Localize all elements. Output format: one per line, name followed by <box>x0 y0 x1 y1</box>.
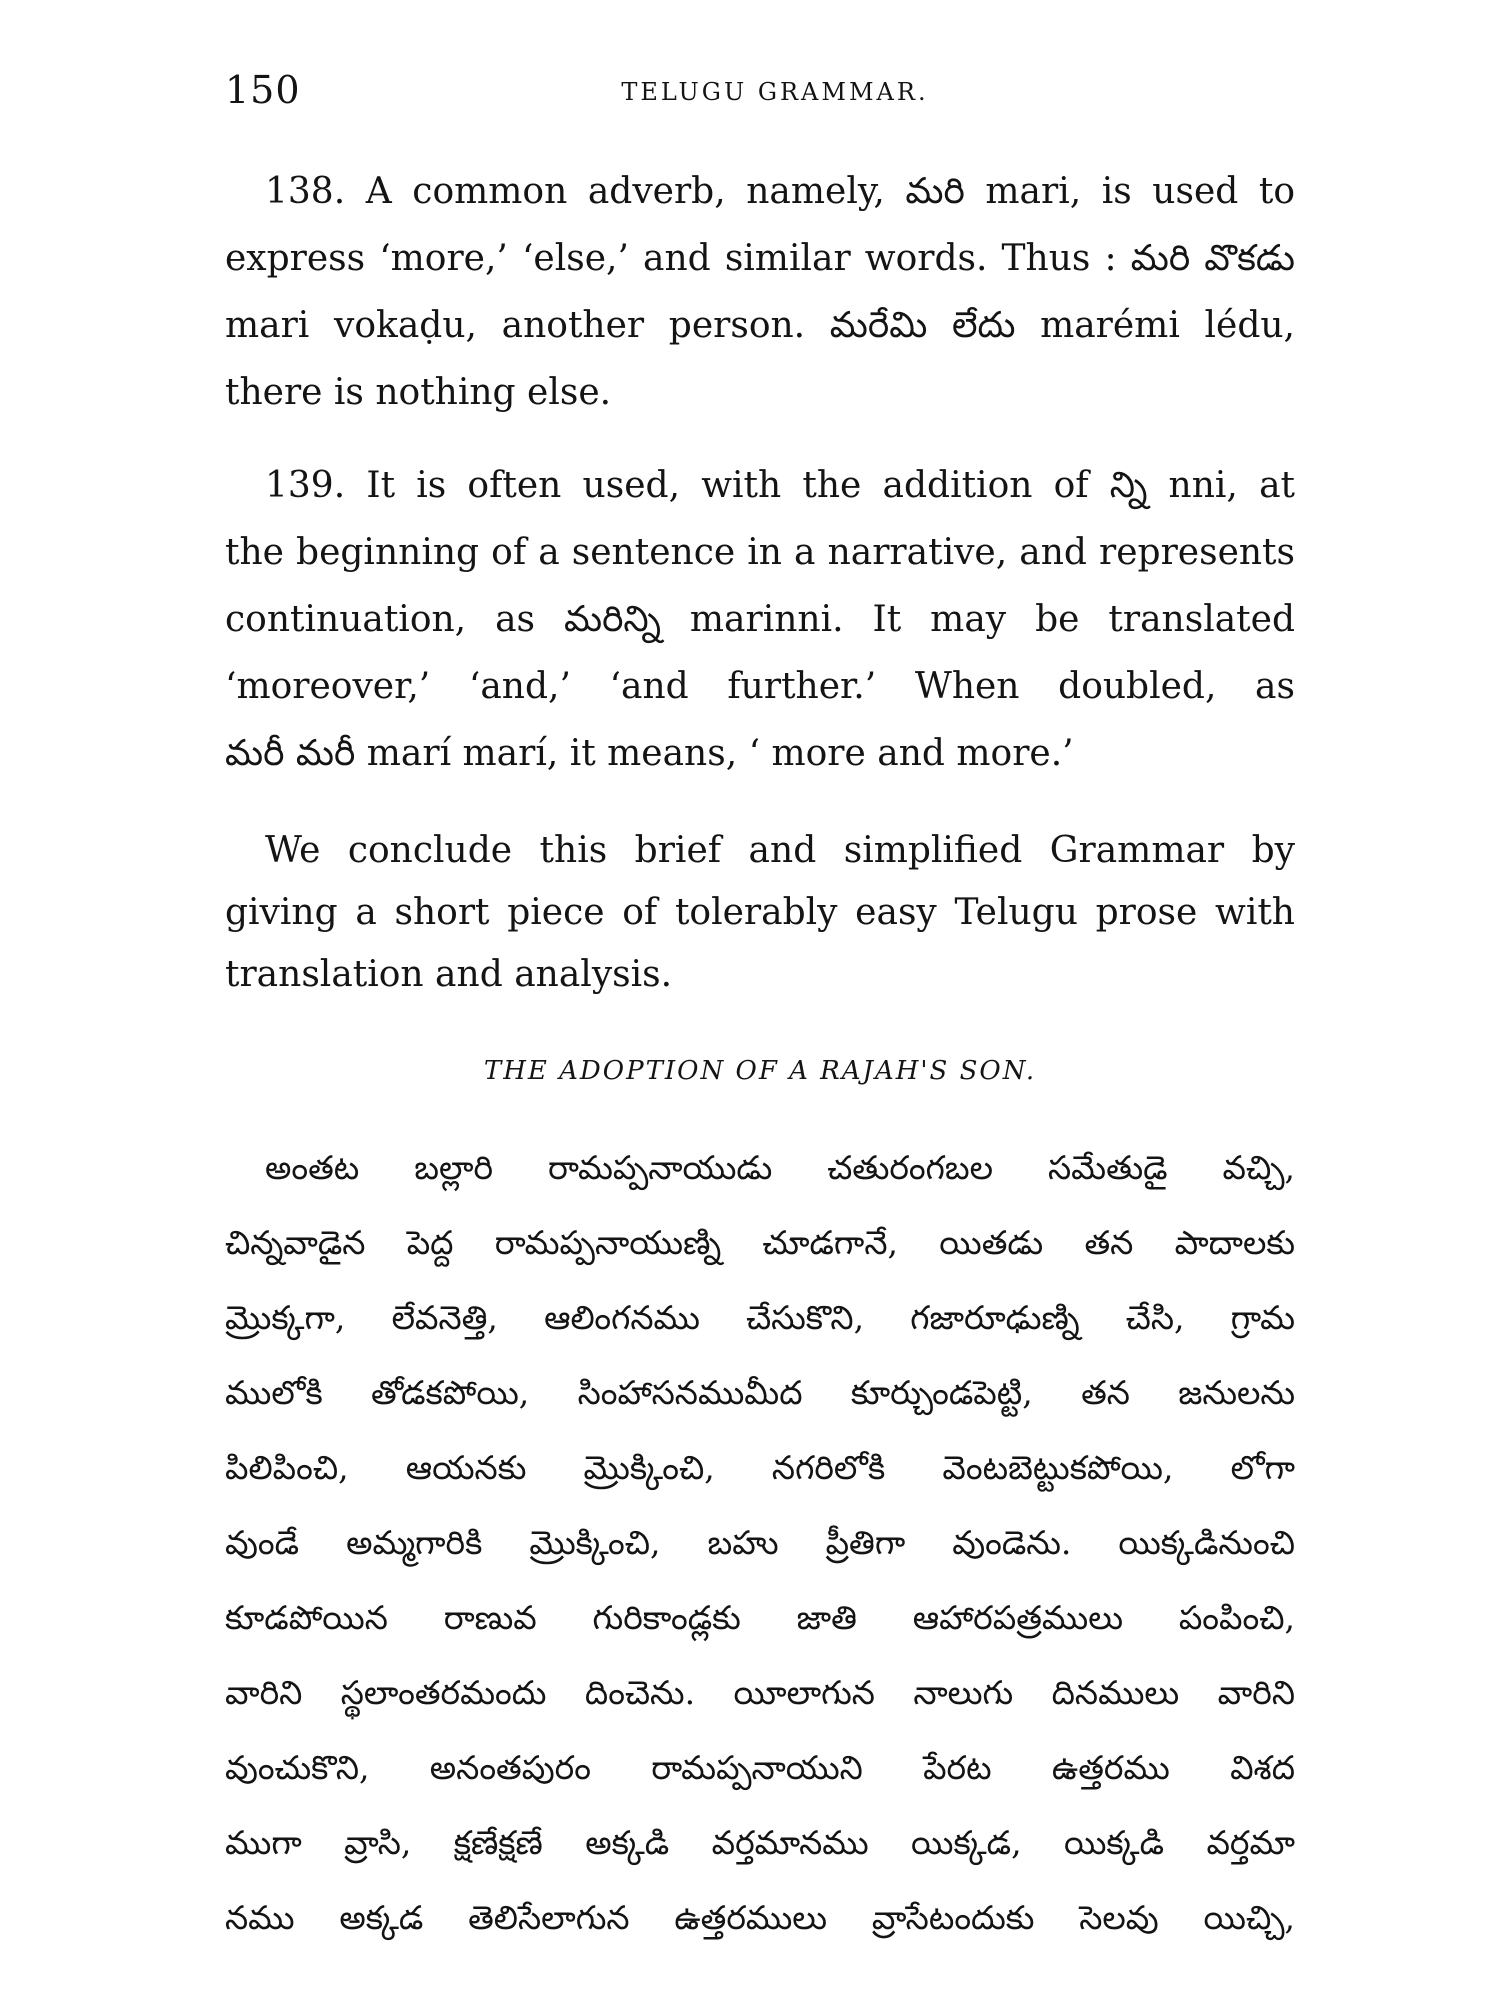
paragraph-line: express ‘more,’ ‘else,’ and similar words. Thus : మరి వొకడు <box>225 238 1295 279</box>
paragraph-line: translation and analysis. <box>225 954 673 995</box>
telugu-line: నము అక్కడ తెలిసేలాగున ఉత్తరములు వ్రాసేటందుకు సెలవు యిచ్చి, <box>225 1898 1295 1937</box>
paragraph-conclusion <box>225 820 1295 1006</box>
telugu-line: ములోకి తోడకపోయి, సింహాసనముమీద కూర్చుండపెట్టి, తన జనులను <box>225 1373 1295 1412</box>
paragraph-line: there is nothing else. <box>225 372 612 413</box>
running-title: TELUGU GRAMMAR. <box>621 78 929 106</box>
paragraph-line: 139. It is often used, with the addition of న్ని nni, at <box>265 465 1295 506</box>
telugu-line: అంతట బల్లారి రామప్పనాయుడు చతురంగబల సమేతుడై వచ్చి, <box>265 1148 1295 1187</box>
paragraph-line: మరీ మరీ marí marí, it means, ‘ more and more.’ <box>225 733 1074 774</box>
running-head <box>225 68 1285 118</box>
paragraph-line: ‘moreover,’ ‘and,’ ‘and further.’ When doubled, as <box>225 666 1295 707</box>
paragraph-line: mari vokaḍu, another person. మరేమి లేదు marémi lédu, <box>225 305 1295 346</box>
telugu-line: వుండే అమ్మగారికి మ్రొక్కించి, బహు ప్రీతిగా వుండెను. యిక్కడినుంచి <box>225 1523 1295 1562</box>
telugu-line: కూడపోయిన రాణువ గురికాండ్లకు జాతి ఆహారపత్రములు పంపించి, <box>225 1598 1295 1637</box>
paragraph-138 <box>225 158 1295 426</box>
telugu-line: పిలిపించి, ఆయనకు మ్రొక్కించి, నగరిలోకి వెంటబెట్టుకపోయి, లోగా <box>225 1448 1295 1487</box>
telugu-prose <box>225 1130 1295 1955</box>
paragraph-line: 138. A common adverb, namely, మరి mari, is used to <box>265 171 1295 212</box>
telugu-line: చిన్నవాడైన పెద్ద రామప్పనాయుణ్ని చూడగానే, యితడు తన పాదాలకు <box>225 1223 1295 1262</box>
paragraph-line: continuation, as మరిన్ని marinni. It may be translated <box>225 599 1295 640</box>
paragraph-line: the beginning of a sentence in a narrative, and represents <box>225 532 1295 573</box>
paragraph-139 <box>225 452 1295 787</box>
telugu-line: ముగా వ్రాసి, క్షణేక్షణే అక్కడి వర్తమానము యిక్కడ, యిక్కడి వర్తమా <box>225 1823 1295 1862</box>
telugu-line: వారిని స్థలాంతరమందు దించెను. యీలాగున నాలుగు దినములు వారిని <box>225 1673 1295 1712</box>
paragraph-line: giving a short piece of tolerably easy Telugu prose with <box>225 892 1295 933</box>
page-number: 150 <box>225 68 301 112</box>
section-title: THE ADOPTION OF A RAJAH'S SON. <box>483 1056 1037 1086</box>
telugu-line: మ్రొక్కగా, లేవనెత్తి, ఆలింగనము చేసుకొని, గజారూఢుణ్ని చేసి, గ్రామ <box>225 1298 1295 1337</box>
telugu-line: వుంచుకొని, అనంతపురం రామప్పనాయుని పేరట ఉత్తరము విశద <box>225 1748 1295 1787</box>
paragraph-line: We conclude this brief and simplified Grammar by <box>265 830 1295 871</box>
